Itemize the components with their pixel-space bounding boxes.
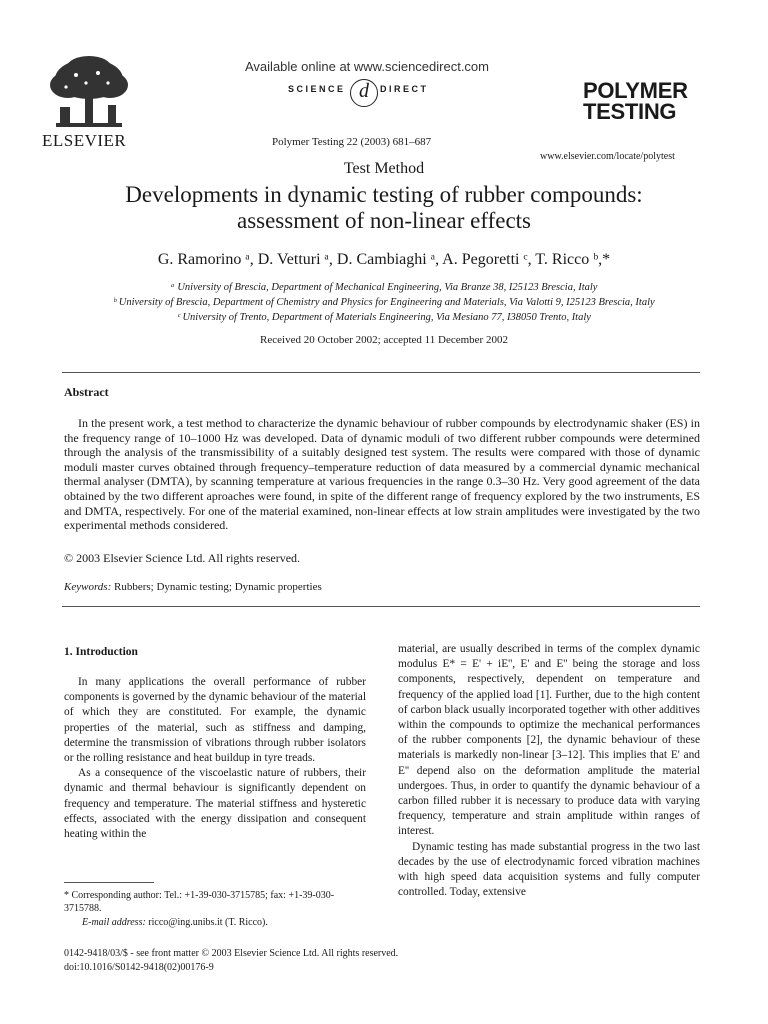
sciencedirect-logo-right: DIRECT [380, 84, 429, 94]
paragraph: As a consequence of the viscoelastic nature of rubbers, their dynamic and thermal behaviour is significantly dependent on frequency and temperature. The material stiffness and hysteretic effects, associated with the energy dissipation and consequent heating within the [64, 767, 366, 841]
email-label: E-mail address: [82, 917, 146, 928]
keywords-label: Keywords: [64, 581, 112, 593]
journal-brand [583, 80, 688, 122]
abstract-copyright: © 2003 Elsevier Science Ltd. All rights reserved. [64, 551, 301, 565]
article-section: Test Method [343, 160, 425, 177]
abstract-bottom-rule [62, 606, 700, 607]
journal-brand-line2: TESTING [583, 99, 677, 124]
paragraph: Dynamic testing has made substantial progress in the two last decades by the use of electrodynamic forced vibration machines with high speed data acquisition systems and fully computer controlled. Today, extensive [398, 840, 700, 899]
affiliation-a: ᵃ University of Brescia, Department of Mechanical Engineering, Via Branze 38, I25123 Brescia, Italy [170, 282, 598, 293]
available-online-link[interactable]: Available online at www.sciencedirect.com [245, 59, 489, 74]
affiliation-b: ᵇ University of Brescia, Department of Chemistry and Physics for Engineering and Materials, Via Valotti 9, I25123 Brescia, Italy [113, 297, 655, 308]
sciencedirect-logo-left: SCIENCE [288, 84, 346, 94]
left-column [64, 675, 366, 842]
journal-url-link[interactable]: www.elsevier.com/locate/polytest [540, 151, 675, 162]
email-link[interactable]: ricco@ing.unibs.it (T. Ricco). [148, 917, 268, 928]
footnote-rule [64, 882, 154, 883]
sciencedirect-at-icon: d [350, 79, 378, 107]
abstract-text: In the present work, a test method to characterize the dynamic behaviour of rubber compounds by electrodynamic shaker (ES) in the frequency range of 10–1000 Hz was developed. Data of dynamic moduli of two different rubber compounds were determined through the analysis of the transmissibility of a suitably designed test system. The results were compared with those of dynamic moduli master curves obtained through frequency–temperature reduction of data measured by a commercial dynamic mechanical thermal analyser (DMTA), by scanning temperature at various frequencies in the range 0.3–30 Hz. Very good agreement of the data obtained by the two different aproaches were found, in spite of the different range of frequency explored by the two instruments, ES and DMTA, respectively. For one of the material examined, non-linear effects at low strain amplitudes were investigated by the two experimental methods considered. [64, 416, 700, 533]
journal-brand-line1: POLYMER [583, 78, 688, 103]
abstract-heading: Abstract [64, 385, 109, 399]
section-heading-introduction: 1. Introduction [64, 646, 138, 658]
footer-doi[interactable]: doi:10.1016/S0142-9418(02)00176-9 [64, 962, 214, 973]
keywords [64, 581, 322, 593]
affiliation-c: ᶜ University of Trento, Department of Materials Engineering, Via Mesiano 77, I38050 Trento, Italy [177, 312, 591, 323]
journal-citation: Polymer Testing 22 (2003) 681–687 [272, 136, 432, 148]
footnote-email [82, 916, 384, 929]
author-list: G. Ramorino ᵃ, D. Vetturi ᵃ, D. Cambiaghi ᵃ, A. Pegoretti ᶜ, T. Ricco ᵇ,* [157, 251, 611, 268]
article-title-line1: Developments in dynamic testing of rubber compounds: [125, 182, 643, 207]
paragraph: material, are usually described in terms of the complex dynamic modulus E* = E' + iE'', E' and E'' being the storage and loss components, respectively, dependent on temperature and frequency of the applied load [1]. Further, due to the high content of carbon black usually incorporated together with other additives within the compounds to optimize the mechanical performances of the rubber components [2], the dynamic behaviour of these materials is markedly non-linear [3–12]. This implies that E' and E'' depend also on the deformation amplitude the material undergoes. Thus, in order to quantify the dynamic behaviour of a carbon filled rubber it is necessary to produce data with varying frequency, temperature and strain amplitude within ranges of interest. [398, 643, 700, 838]
keywords-list: Rubbers; Dynamic testing; Dynamic properties [114, 581, 322, 593]
article-title-line2: assessment of non-linear effects [236, 208, 531, 233]
right-column [398, 642, 700, 900]
footnote-corresponding: * Corresponding author: Tel.: +1-39-030-3715785; fax: +1-39-030-3715788. [64, 890, 335, 914]
received-dates: Received 20 October 2002; accepted 11 December 2002 [260, 334, 508, 346]
publisher-name: ELSEVIER [42, 131, 127, 150]
article-title [40, 182, 728, 234]
abstract-top-rule [62, 372, 700, 373]
footer-issn: 0142-9418/03/$ - see front matter © 2003 Elsevier Science Ltd. All rights reserved. [64, 948, 399, 959]
elsevier-tree-logo-icon [46, 55, 132, 135]
paragraph: In many applications the overall performance of rubber components is governed by the dynamic behaviour of the material of which they are constituted. For example, the dynamic properties of the material, such as stiffness and damping, determine the transmission of vibrations through rubber isolators or the rolling resistance and heat buildup in tyre treads. [64, 676, 366, 765]
